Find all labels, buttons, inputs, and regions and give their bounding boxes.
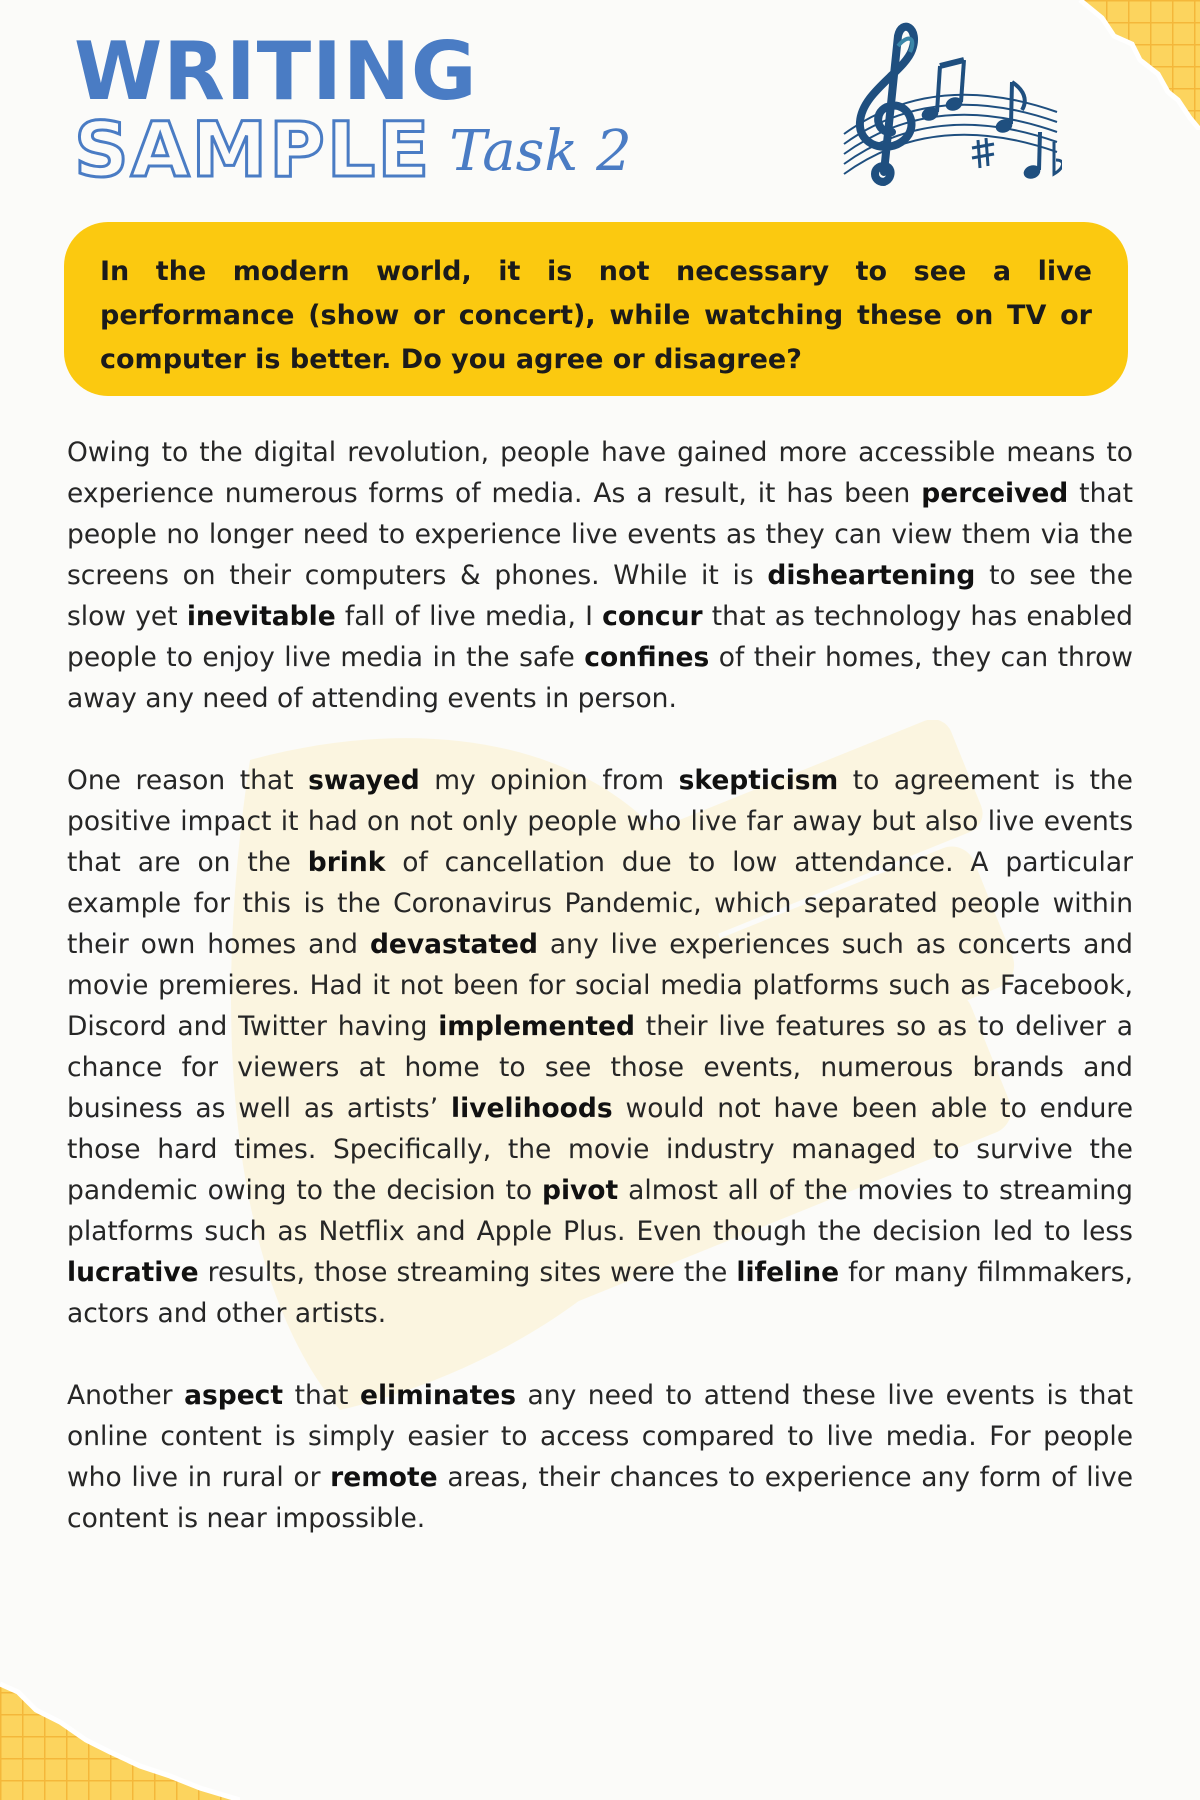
- vocabulary-word: brink: [307, 847, 386, 878]
- essay-text: that: [283, 1380, 360, 1411]
- essay-text: One reason that: [67, 765, 309, 796]
- essay-text: Another: [67, 1380, 185, 1411]
- essay-text: my opinion from: [419, 765, 679, 796]
- decorative-paper-corner-bottom-left: [0, 1670, 240, 1800]
- essay-paragraph-1: [67, 432, 1133, 719]
- vocabulary-word: devastated: [369, 929, 538, 960]
- essay-text: results, those streaming sites were the: [198, 1257, 737, 1288]
- essay-text: of cancellation due to low attendance. A particular example for this is the Coronavirus Pandemic, which separated people within their own homes and: [67, 847, 1133, 960]
- vocabulary-word: implemented: [438, 1011, 635, 1042]
- essay-paragraph-3: [67, 1375, 1133, 1539]
- vocabulary-word: lucrative: [67, 1257, 199, 1288]
- page-title: [74, 25, 632, 194]
- vocabulary-word: perceived: [921, 478, 1069, 509]
- essay-text: would not have been able to endure those hard times. Specifically, the movie industry managed to survive the pandemic owing to the decision to: [67, 1093, 1133, 1206]
- title-writing: WRITING: [74, 25, 478, 118]
- essay-text: that people no longer need to experience live events as they can view them via the screens on their computers & phones. While it is: [67, 478, 1133, 591]
- vocabulary-word: concur: [602, 601, 703, 632]
- essay-text: any need to attend these live events is that online content is simply easier to access compared to live media. For people who live in rural or: [67, 1380, 1133, 1493]
- essay-text: Owing to the digital revolution, people have gained more accessible means to experience numerous forms of media. As a result, it has been: [67, 437, 1133, 509]
- essay-body: [67, 432, 1133, 1580]
- essay-text: any live experiences such as concerts and movie premieres. Had it not been for social media platforms such as Facebook, Discord and Twitter having: [67, 929, 1133, 1042]
- essay-text: fall of live media, I: [335, 601, 603, 632]
- vocabulary-word: lifeline: [736, 1257, 840, 1288]
- title-sample: SAMPLE: [74, 105, 432, 194]
- vocabulary-word: livelihoods: [451, 1093, 613, 1124]
- vocabulary-word: disheartening: [767, 560, 976, 591]
- title-task-label: Task 2: [449, 119, 632, 184]
- vocabulary-word: inevitable: [186, 601, 336, 632]
- vocabulary-word: pivot: [541, 1175, 619, 1206]
- essay-text: their live features so as to deliver a chance for viewers at home to see those events, numerous brands and business as well as artists’: [67, 1011, 1134, 1124]
- vocabulary-word: swayed: [308, 765, 420, 796]
- vocabulary-word: aspect: [184, 1380, 284, 1411]
- essay-text: for many filmmakers, actors and other artists.: [67, 1257, 1133, 1329]
- essay-text: of their homes, they can throw away any need of attending events in person.: [67, 642, 1133, 714]
- essay-text: almost all of the movies to streaming platforms such as Netflix and Apple Plus. Even though the decision led to less: [67, 1175, 1133, 1247]
- question-prompt: In the modern world, it is not necessary to see a live performance (show or concert), while watching these on TV or computer is better. Do you agree or disagree?: [100, 256, 1092, 375]
- essay-text: to see the slow yet: [67, 560, 1133, 632]
- essay-text: areas, their chances to experience any form of live content is near impossible.: [67, 1462, 1134, 1534]
- vocabulary-word: skepticism: [678, 765, 839, 796]
- essay-text: that as technology has enabled people to enjoy live media in the safe: [67, 601, 1133, 673]
- vocabulary-word: eliminates: [359, 1380, 516, 1411]
- essay-paragraph-2: [67, 760, 1133, 1334]
- question-prompt-box: [64, 222, 1128, 396]
- decorative-paper-corner-top-right: [1040, 0, 1200, 130]
- vocabulary-word: remote: [330, 1462, 438, 1493]
- essay-text: to agreement is the positive impact it had on not only people who live far away but also live events that are on the: [67, 765, 1133, 878]
- vocabulary-word: confines: [584, 642, 710, 673]
- treble-clef-music-notes-icon: [832, 22, 1062, 192]
